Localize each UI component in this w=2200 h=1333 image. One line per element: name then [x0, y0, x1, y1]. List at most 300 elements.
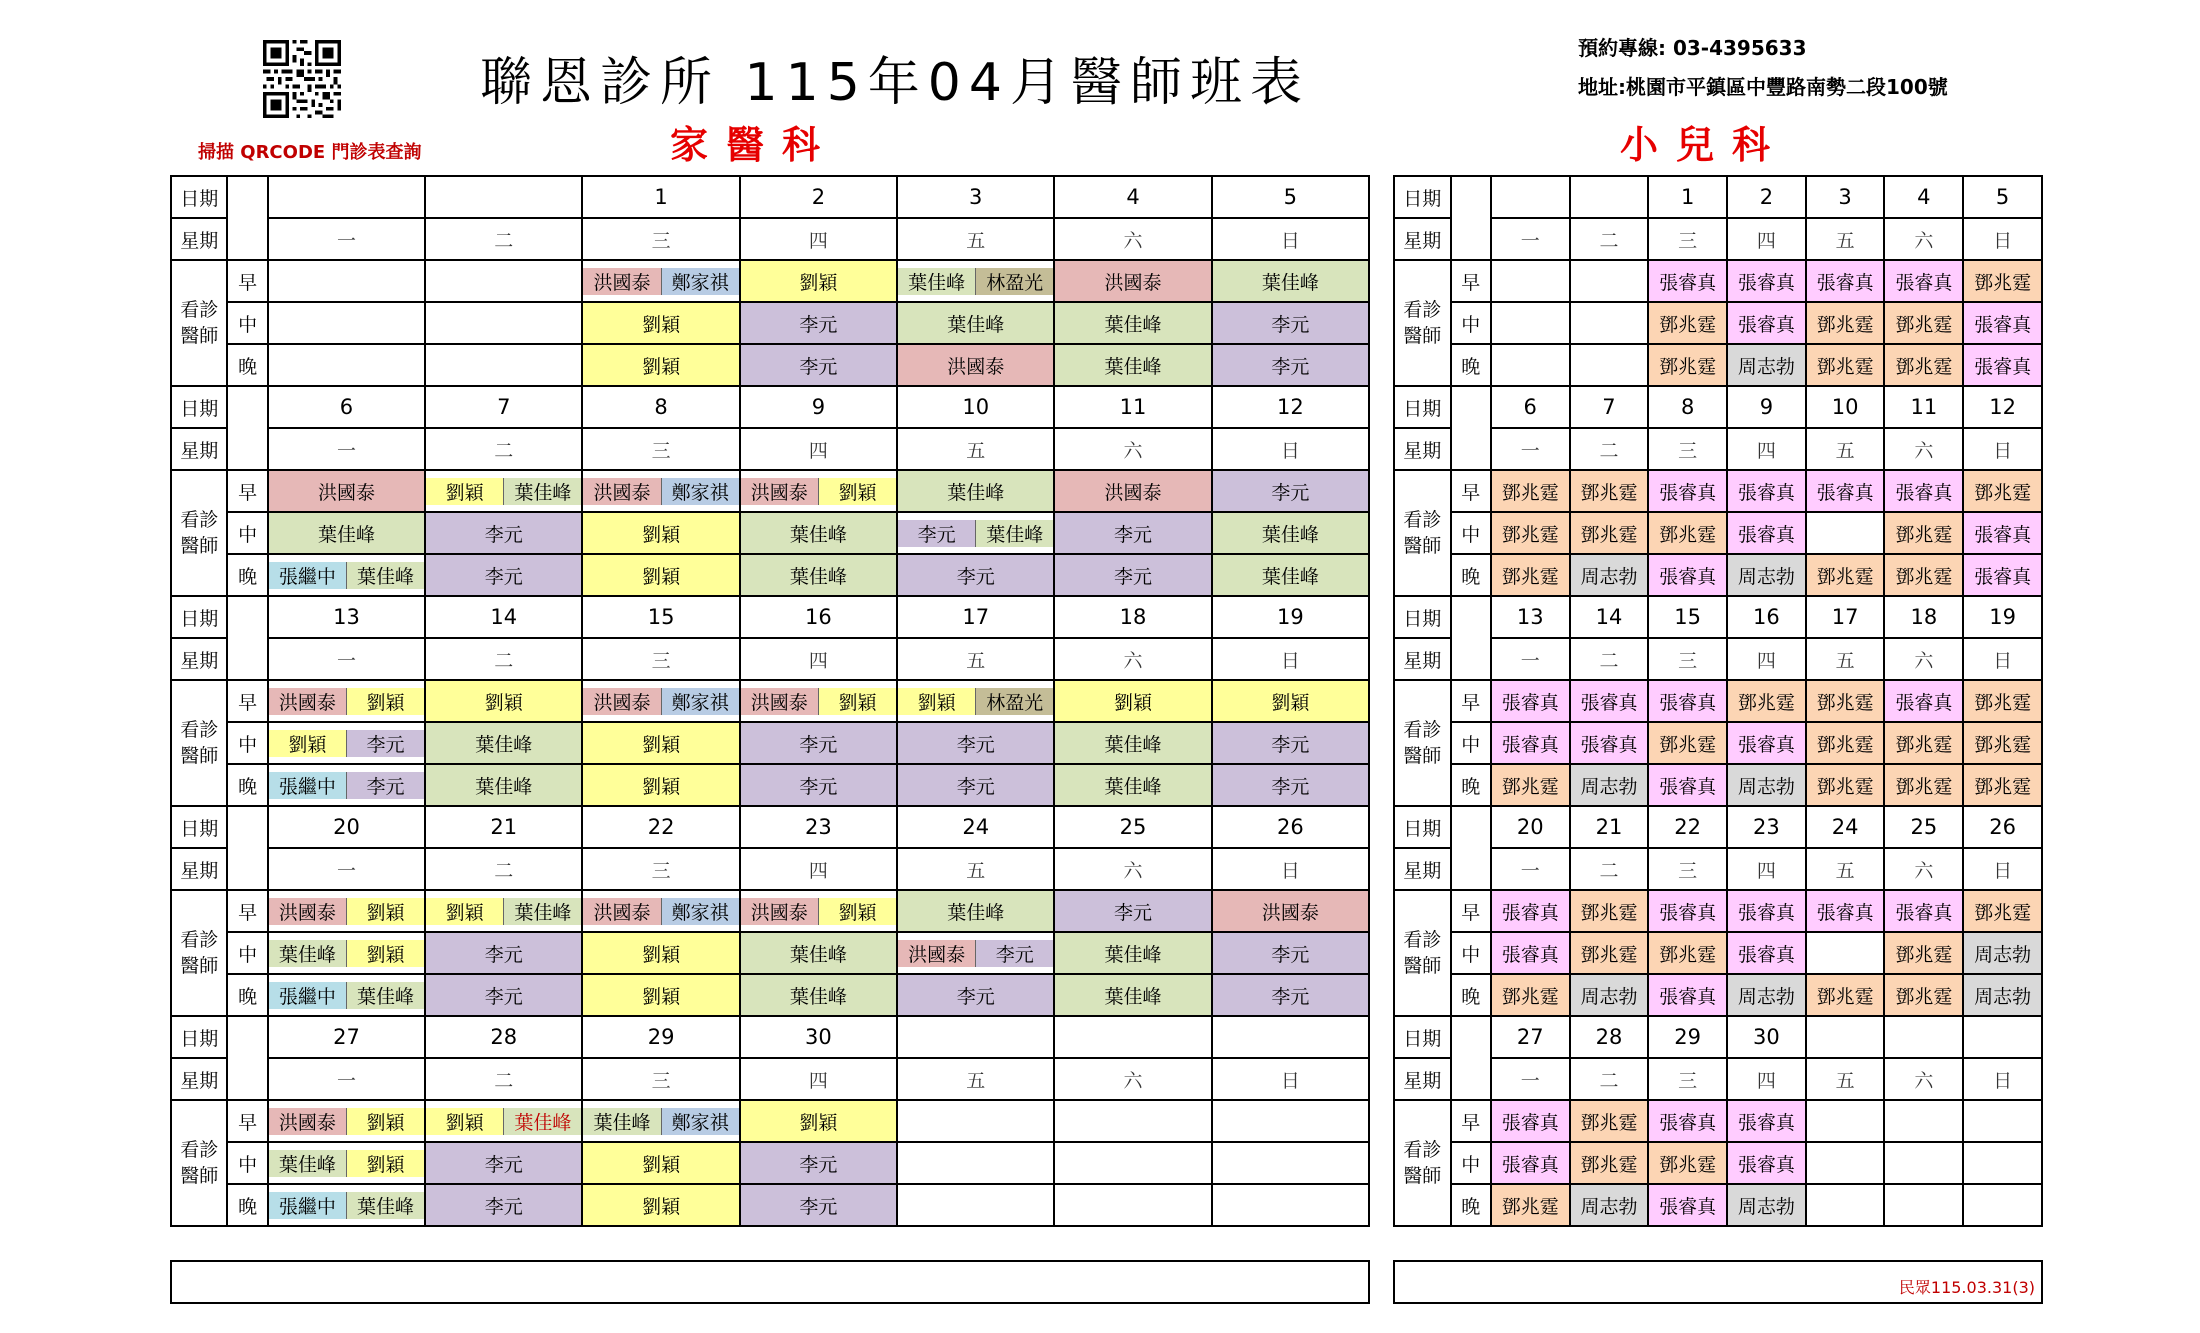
weekday-cell: 日	[1963, 848, 2042, 890]
schedule-cell	[740, 260, 897, 302]
date-cell: 29	[582, 1016, 739, 1058]
blank-cell	[1451, 176, 1491, 260]
weekday-cell: 六	[1884, 428, 1963, 470]
schedule-cell	[582, 932, 739, 974]
shift-label-morning: 早	[227, 1100, 267, 1142]
doctor-name: 洪國泰	[741, 688, 819, 715]
weekday-label: 星期	[171, 218, 227, 260]
date-cell: 20	[268, 806, 425, 848]
qr-code-icon[interactable]	[250, 40, 354, 118]
doctor-name: 劉穎	[347, 1108, 424, 1135]
split-cell	[426, 478, 581, 505]
doctor-name: 葉佳峰	[976, 520, 1053, 547]
schedule-cell: 鄧兆霆	[1806, 554, 1885, 596]
schedule-cell: 鄧兆霆	[1727, 680, 1806, 722]
date-label: 日期	[1394, 596, 1451, 638]
doctor-name: 李元	[956, 985, 995, 1008]
split-cell	[426, 898, 581, 925]
schedule-cell	[582, 722, 739, 764]
weekday-label: 星期	[171, 638, 227, 680]
shift-label-morning: 早	[227, 260, 267, 302]
doctor-name: 葉佳峰	[1104, 943, 1162, 966]
weekday-cell: 日	[1212, 428, 1369, 470]
date-cell: 9	[1727, 386, 1806, 428]
date-cell: 21	[425, 806, 582, 848]
split-cell	[898, 688, 1053, 715]
schedule-cell	[740, 1100, 897, 1142]
doctor-name: 洪國泰	[898, 940, 976, 967]
date-cell: 11	[1884, 386, 1963, 428]
schedule-cell	[740, 554, 897, 596]
blank-cell	[1451, 1016, 1491, 1100]
qr-caption: 掃描 QRCODE 門診表查詢	[198, 142, 422, 163]
split-cell	[583, 478, 738, 505]
doctor-name: 葉佳峰	[789, 565, 847, 588]
doctor-name: 葉佳峰	[269, 940, 347, 967]
doctor-name: 葉佳峰	[789, 943, 847, 966]
shift-label-evening: 晚	[227, 344, 267, 386]
schedule-cell: 張睿真	[1491, 1142, 1570, 1184]
weekday-cell: 一	[268, 1058, 425, 1100]
doctor-name: 李元	[347, 772, 424, 799]
doctor-name: 李元	[956, 775, 995, 798]
schedule-cell	[425, 974, 582, 1016]
doctor-name: 劉穎	[819, 478, 896, 505]
doctor-name: 洪國泰	[583, 478, 661, 505]
doctor-name: 劉穎	[642, 775, 681, 798]
doctor-name: 劉穎	[642, 733, 681, 756]
weekday-cell: 三	[1648, 1058, 1727, 1100]
doctor-label-text: 看診醫師	[1403, 509, 1442, 557]
split-cell	[898, 940, 1053, 967]
schedule-cell	[1806, 932, 1885, 974]
weekday-cell: 六	[1054, 428, 1211, 470]
shift-label-noon: 中	[227, 1142, 267, 1184]
shift-label-noon: 中	[1451, 512, 1491, 554]
schedule-cell	[582, 344, 739, 386]
date-cell: 28	[425, 1016, 582, 1058]
schedule-cell	[897, 554, 1054, 596]
date-cell: 22	[582, 806, 739, 848]
doctor-name: 葉佳峰	[1104, 355, 1162, 378]
schedule-cell: 張睿真	[1648, 260, 1727, 302]
schedule-cell: 周志勃	[1570, 554, 1649, 596]
schedule-cell	[268, 974, 425, 1016]
schedule-cell	[582, 974, 739, 1016]
schedule-cell	[740, 470, 897, 512]
doctor-name: 葉佳峰	[1104, 985, 1162, 1008]
date-cell: 26	[1963, 806, 2042, 848]
weekday-cell: 四	[740, 218, 897, 260]
doctor-name: 葉佳峰	[504, 1108, 581, 1135]
weekday-cell: 三	[1648, 848, 1727, 890]
weekday-cell: 一	[1491, 218, 1570, 260]
schedule-cell: 周志勃	[1727, 1184, 1806, 1226]
schedule-cell	[740, 890, 897, 932]
schedule-cell: 張睿真	[1648, 764, 1727, 806]
schedule-cell	[425, 932, 582, 974]
date-cell	[425, 176, 582, 218]
schedule-cell: 鄧兆霆	[1884, 974, 1963, 1016]
weekday-cell: 六	[1054, 638, 1211, 680]
doctor-name: 鄭家祺	[662, 268, 739, 295]
doctor-name: 李元	[1271, 355, 1310, 378]
schedule-cell	[1054, 260, 1211, 302]
schedule-cell	[582, 890, 739, 932]
doctor-name: 劉穎	[426, 898, 504, 925]
date-cell: 29	[1648, 1016, 1727, 1058]
schedule-cell	[425, 344, 582, 386]
date-cell	[1884, 1016, 1963, 1058]
split-cell	[269, 688, 424, 715]
doctor-name: 葉佳峰	[947, 901, 1005, 924]
date-cell: 2	[1727, 176, 1806, 218]
schedule-cell	[1212, 1142, 1369, 1184]
schedule-cell	[740, 1184, 897, 1226]
schedule-cell: 鄧兆霆	[1884, 722, 1963, 764]
schedule-cell	[1212, 260, 1369, 302]
schedule-cell	[740, 722, 897, 764]
schedule-cell: 周志勃	[1727, 974, 1806, 1016]
doctor-name: 李元	[799, 733, 838, 756]
doctor-name: 劉穎	[1271, 691, 1310, 714]
shift-label-evening: 晚	[227, 974, 267, 1016]
split-cell	[898, 520, 1053, 547]
schedule-cell: 鄧兆霆	[1884, 512, 1963, 554]
weekday-cell: 一	[1491, 428, 1570, 470]
doctor-name: 葉佳峰	[789, 985, 847, 1008]
doctor-name: 葉佳峰	[1104, 775, 1162, 798]
date-label: 日期	[171, 806, 227, 848]
date-cell: 15	[1648, 596, 1727, 638]
doctor-name: 劉穎	[898, 688, 976, 715]
doctor-name: 葉佳峰	[789, 523, 847, 546]
schedule-cell: 鄧兆霆	[1570, 890, 1649, 932]
schedule-cell: 周志勃	[1570, 1184, 1649, 1226]
doctor-name: 劉穎	[642, 985, 681, 1008]
doctor-label	[1394, 260, 1451, 386]
schedule-cell: 鄧兆霆	[1648, 722, 1727, 764]
doctor-name: 劉穎	[347, 1150, 424, 1177]
shift-label-morning: 早	[227, 680, 267, 722]
date-label: 日期	[1394, 386, 1451, 428]
doctor-label-text: 看診醫師	[1403, 299, 1442, 347]
weekday-label: 星期	[1394, 218, 1451, 260]
doctor-name: 李元	[799, 355, 838, 378]
schedule-cell: 張睿真	[1491, 932, 1570, 974]
schedule-cell: 周志勃	[1570, 764, 1649, 806]
date-cell	[1212, 1016, 1369, 1058]
schedule-cell	[268, 512, 425, 554]
schedule-cell	[897, 764, 1054, 806]
weekday-label: 星期	[171, 848, 227, 890]
date-cell: 6	[268, 386, 425, 428]
blank-cell	[227, 176, 267, 260]
schedule-cell	[1054, 974, 1211, 1016]
schedule-cell	[897, 260, 1054, 302]
weekday-cell: 一	[1491, 1058, 1570, 1100]
weekday-cell: 六	[1884, 1058, 1963, 1100]
doctor-name: 李元	[1271, 313, 1310, 336]
weekday-cell: 三	[582, 428, 739, 470]
date-cell: 11	[1054, 386, 1211, 428]
doctor-name: 劉穎	[347, 898, 424, 925]
schedule-cell: 鄧兆霆	[1648, 1142, 1727, 1184]
schedule-cell	[268, 764, 425, 806]
weekday-cell: 五	[1806, 218, 1885, 260]
doctor-name: 劉穎	[799, 271, 838, 294]
date-cell	[1054, 1016, 1211, 1058]
doctor-label	[171, 260, 227, 386]
weekday-cell: 四	[740, 1058, 897, 1100]
schedule-cell	[1054, 512, 1211, 554]
schedule-cell	[268, 680, 425, 722]
schedule-cell	[1212, 554, 1369, 596]
doctor-name: 李元	[1271, 985, 1310, 1008]
schedule-cell: 鄧兆霆	[1491, 470, 1570, 512]
schedule-cell	[1806, 1100, 1885, 1142]
schedule-cell: 張睿真	[1648, 1100, 1727, 1142]
weekday-cell: 五	[1806, 848, 1885, 890]
schedule-cell: 鄧兆霆	[1884, 932, 1963, 974]
doctor-name: 劉穎	[484, 691, 523, 714]
weekday-cell: 一	[268, 218, 425, 260]
date-cell: 3	[897, 176, 1054, 218]
weekday-cell: 三	[582, 1058, 739, 1100]
weekday-cell: 二	[1570, 428, 1649, 470]
split-cell	[269, 1108, 424, 1135]
doctor-name: 李元	[799, 775, 838, 798]
doctor-name: 劉穎	[819, 898, 896, 925]
date-cell: 1	[1648, 176, 1727, 218]
schedule-cell	[1212, 1184, 1369, 1226]
date-cell: 9	[740, 386, 897, 428]
blank-cell	[1451, 596, 1491, 680]
schedule-cell	[1963, 1100, 2042, 1142]
split-cell	[269, 1192, 424, 1219]
date-cell: 30	[740, 1016, 897, 1058]
date-cell: 7	[425, 386, 582, 428]
version-note: 民眾115.03.31(3)	[1898, 1278, 2035, 1297]
blank-cell	[1451, 806, 1491, 890]
weekday-cell: 日	[1963, 218, 2042, 260]
schedule-cell	[1054, 680, 1211, 722]
shift-label-noon: 中	[227, 512, 267, 554]
weekday-cell: 三	[1648, 428, 1727, 470]
schedule-cell: 張睿真	[1648, 680, 1727, 722]
schedule-cell: 張睿真	[1806, 890, 1885, 932]
date-cell: 20	[1491, 806, 1570, 848]
date-cell	[1806, 1016, 1885, 1058]
schedule-cell	[740, 764, 897, 806]
schedule-cell	[1212, 680, 1369, 722]
schedule-cell: 張睿真	[1727, 1142, 1806, 1184]
doctor-name: 葉佳峰	[898, 268, 976, 295]
date-cell: 23	[740, 806, 897, 848]
schedule-cell	[425, 554, 582, 596]
date-cell: 5	[1963, 176, 2042, 218]
doctor-name: 李元	[976, 940, 1053, 967]
shift-label-evening: 晚	[1451, 974, 1491, 1016]
schedule-cell	[268, 1100, 425, 1142]
schedule-cell: 鄧兆霆	[1491, 512, 1570, 554]
weekday-cell: 四	[1727, 1058, 1806, 1100]
date-cell: 3	[1806, 176, 1885, 218]
schedule-cell	[740, 1142, 897, 1184]
schedule-cell	[582, 680, 739, 722]
schedule-cell	[897, 1142, 1054, 1184]
doctor-name: 林盈光	[976, 688, 1053, 715]
doctor-name: 洪國泰	[741, 478, 819, 505]
date-cell	[897, 1016, 1054, 1058]
doctor-name: 鄭家祺	[662, 478, 739, 505]
schedule-cell: 鄧兆霆	[1648, 302, 1727, 344]
schedule-cell: 鄧兆霆	[1806, 680, 1885, 722]
doctor-name: 葉佳峰	[1261, 271, 1319, 294]
schedule-cell	[897, 344, 1054, 386]
schedule-cell: 張睿真	[1806, 470, 1885, 512]
schedule-cell: 張睿真	[1648, 1184, 1727, 1226]
doctor-label-text: 看診醫師	[180, 1139, 219, 1187]
doctor-name: 劉穎	[426, 1108, 504, 1135]
schedule-cell: 周志勃	[1727, 764, 1806, 806]
clinic-address: 地址:桃園市平鎮區中豐路南勢二段100號	[1578, 75, 1948, 99]
weekday-cell: 六	[1884, 848, 1963, 890]
doctor-name: 葉佳峰	[1104, 313, 1162, 336]
doctor-name: 李元	[956, 565, 995, 588]
schedule-cell: 張睿真	[1884, 260, 1963, 302]
date-label: 日期	[1394, 806, 1451, 848]
weekday-label: 星期	[171, 1058, 227, 1100]
schedule-cell: 張睿真	[1727, 302, 1806, 344]
date-cell: 23	[1727, 806, 1806, 848]
schedule-cell	[425, 1100, 582, 1142]
shift-label-morning: 早	[227, 890, 267, 932]
doctor-name: 李元	[956, 733, 995, 756]
weekday-cell: 五	[1806, 638, 1885, 680]
weekday-cell: 二	[425, 1058, 582, 1100]
schedule-cell	[268, 470, 425, 512]
schedule-cell: 張睿真	[1648, 554, 1727, 596]
schedule-cell	[897, 1100, 1054, 1142]
date-cell: 12	[1212, 386, 1369, 428]
schedule-cell	[1054, 890, 1211, 932]
date-cell: 16	[740, 596, 897, 638]
doctor-name: 葉佳峰	[583, 1108, 661, 1135]
schedule-cell	[1054, 1142, 1211, 1184]
schedule-cell	[897, 302, 1054, 344]
doctor-name: 洪國泰	[1104, 271, 1162, 294]
schedule-cell: 周志勃	[1963, 974, 2042, 1016]
schedule-cell	[268, 1142, 425, 1184]
doctor-name: 李元	[1271, 733, 1310, 756]
doctor-name: 洪國泰	[269, 898, 347, 925]
date-cell: 2	[740, 176, 897, 218]
doctor-name: 鄭家祺	[662, 898, 739, 925]
doctor-name: 林盈光	[976, 268, 1053, 295]
schedule-cell: 張睿真	[1727, 260, 1806, 302]
weekday-cell: 二	[1570, 638, 1649, 680]
date-cell: 21	[1570, 806, 1649, 848]
schedule-cell	[1054, 554, 1211, 596]
date-cell: 12	[1963, 386, 2042, 428]
date-label: 日期	[1394, 176, 1451, 218]
split-cell	[269, 730, 424, 757]
date-cell: 18	[1884, 596, 1963, 638]
doctor-label	[171, 890, 227, 1016]
doctor-label	[1394, 890, 1451, 1016]
date-label: 日期	[171, 386, 227, 428]
split-cell	[741, 898, 896, 925]
doctor-label	[1394, 470, 1451, 596]
schedule-cell: 鄧兆霆	[1570, 470, 1649, 512]
schedule-cell	[425, 1184, 582, 1226]
split-cell	[583, 1108, 738, 1135]
doctor-name: 葉佳峰	[347, 562, 424, 589]
doctor-name: 李元	[1114, 901, 1153, 924]
schedule-cell	[897, 722, 1054, 764]
doctor-name: 李元	[484, 943, 523, 966]
split-cell	[269, 982, 424, 1009]
family-footer-box	[170, 1260, 1370, 1304]
schedule-cell	[1570, 302, 1649, 344]
weekday-cell: 日	[1212, 218, 1369, 260]
doctor-name: 劉穎	[347, 688, 424, 715]
weekday-cell: 三	[1648, 638, 1727, 680]
schedule-cell: 張睿真	[1727, 470, 1806, 512]
schedule-cell	[897, 932, 1054, 974]
date-cell: 27	[1491, 1016, 1570, 1058]
weekday-cell: 五	[1806, 428, 1885, 470]
schedule-cell	[1212, 722, 1369, 764]
date-cell	[1491, 176, 1570, 218]
weekday-cell: 日	[1963, 638, 2042, 680]
date-cell: 18	[1054, 596, 1211, 638]
weekday-cell: 二	[1570, 848, 1649, 890]
date-cell: 28	[1570, 1016, 1649, 1058]
shift-label-evening: 晚	[1451, 1184, 1491, 1226]
shift-label-noon: 中	[1451, 1142, 1491, 1184]
schedule-cell: 鄧兆霆	[1963, 470, 2042, 512]
date-cell: 15	[582, 596, 739, 638]
doctor-name: 葉佳峰	[947, 313, 1005, 336]
schedule-cell	[1212, 344, 1369, 386]
schedule-cell	[1884, 1142, 1963, 1184]
shift-label-evening: 晚	[227, 1184, 267, 1226]
doctor-name: 李元	[484, 985, 523, 1008]
schedule-cell	[582, 1142, 739, 1184]
schedule-cell	[1570, 344, 1649, 386]
split-cell	[741, 688, 896, 715]
shift-label-morning: 早	[227, 470, 267, 512]
date-cell: 8	[582, 386, 739, 428]
schedule-cell	[1054, 302, 1211, 344]
doctor-name: 李元	[1271, 481, 1310, 504]
schedule-cell	[268, 344, 425, 386]
schedule-cell: 周志勃	[1570, 974, 1649, 1016]
date-cell: 6	[1491, 386, 1570, 428]
shift-label-noon: 中	[227, 302, 267, 344]
schedule-cell: 張睿真	[1727, 512, 1806, 554]
schedule-cell: 鄧兆霆	[1491, 764, 1570, 806]
shift-label-morning: 早	[1451, 470, 1491, 512]
date-cell: 30	[1727, 1016, 1806, 1058]
doctor-name: 張繼中	[269, 1192, 347, 1219]
doctor-label-text: 看診醫師	[180, 509, 219, 557]
doctor-name: 劉穎	[819, 688, 896, 715]
schedule-cell: 鄧兆霆	[1963, 890, 2042, 932]
schedule-cell: 鄧兆霆	[1570, 512, 1649, 554]
